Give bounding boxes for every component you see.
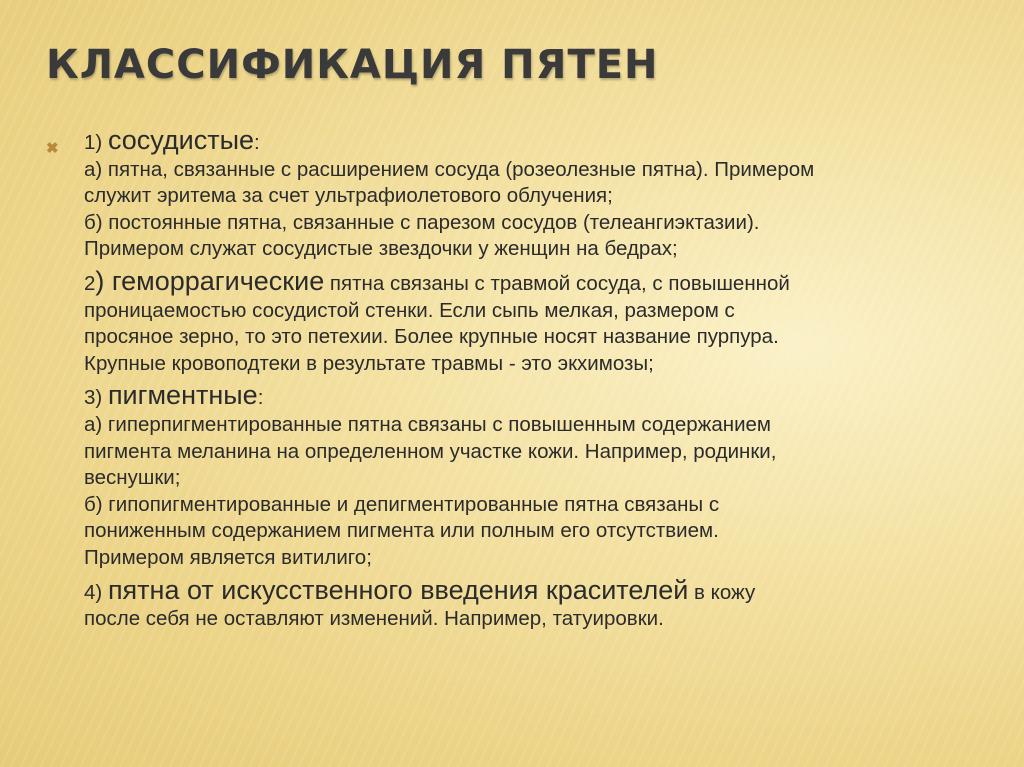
item-1-heading-line bbox=[84, 127, 994, 157]
item-4-heading: пятна от искусственного введения красителей bbox=[107, 574, 689, 605]
item-1-line-4: Примером служат сосудистые звездочки у женщин на бедрах; bbox=[84, 237, 678, 261]
item-3-line-5: пониженным содержанием пигмента или полным его отсутствием. bbox=[84, 519, 719, 543]
item-3-line-2: пигмента меланина на определенном участке кожи. Например, родинки, bbox=[84, 439, 777, 463]
item-3-tail: : bbox=[257, 386, 264, 410]
item-3-line-3: веснушки; bbox=[84, 466, 181, 490]
item-4-heading-line bbox=[84, 574, 994, 607]
x-mark-bullet-icon: ✖ bbox=[46, 140, 59, 157]
item-2-heading: ) геморрагические bbox=[95, 265, 325, 296]
item-1-number: 1) bbox=[84, 131, 108, 154]
item-2-number: 2 bbox=[84, 271, 96, 295]
item-3-line-4: б) гипопигментированные и депигментированные пятна связаны с bbox=[84, 492, 720, 516]
item-2-line-3: Крупные кровоподтеки в результате травмы - это экхимозы; bbox=[84, 351, 654, 375]
item-4-tail: в кожу bbox=[688, 580, 756, 604]
item-1-line-1: а) пятна, связанные с расширением сосуда (розеолезные пятна). Примером bbox=[84, 157, 815, 181]
item-2-line-2: просяное зерно, то это петехии. Более крупные носят название пурпура. bbox=[84, 325, 779, 349]
item-4-line-1: после себя не оставляют изменений. Например, татуировки. bbox=[84, 607, 664, 631]
item-3-line-6: Примером является витилиго; bbox=[84, 545, 372, 569]
item-4-number: 4) bbox=[84, 580, 108, 604]
item-3-heading: пигментные bbox=[107, 380, 258, 411]
item-1-line-3: б) постоянные пятна, связанные с парезом сосудов (телеангиэктазии). bbox=[84, 210, 760, 234]
item-2-tail: пятна связаны с травмой сосуда, с повышенной bbox=[324, 271, 790, 295]
item-3-heading-line bbox=[84, 382, 994, 412]
item-2-line-1: проницаемостью сосудистой стенки. Если сыпь мелкая, размером с bbox=[84, 298, 735, 322]
item-3-number: 3) bbox=[84, 386, 108, 410]
item-2-heading-line bbox=[84, 265, 994, 298]
item-1-line-2: служит эритема за счет ультрафиолетового облучения; bbox=[84, 184, 613, 208]
slide-title: КЛАССИФИКАЦИЯ ПЯТЕН bbox=[46, 42, 659, 88]
item-1-tail: : bbox=[254, 131, 260, 154]
item-1-heading: сосудистые bbox=[107, 125, 254, 155]
item-3-line-1: а) гиперпигментированные пятна связаны с повышенным содержанием bbox=[84, 412, 772, 436]
slide-content bbox=[84, 127, 994, 633]
